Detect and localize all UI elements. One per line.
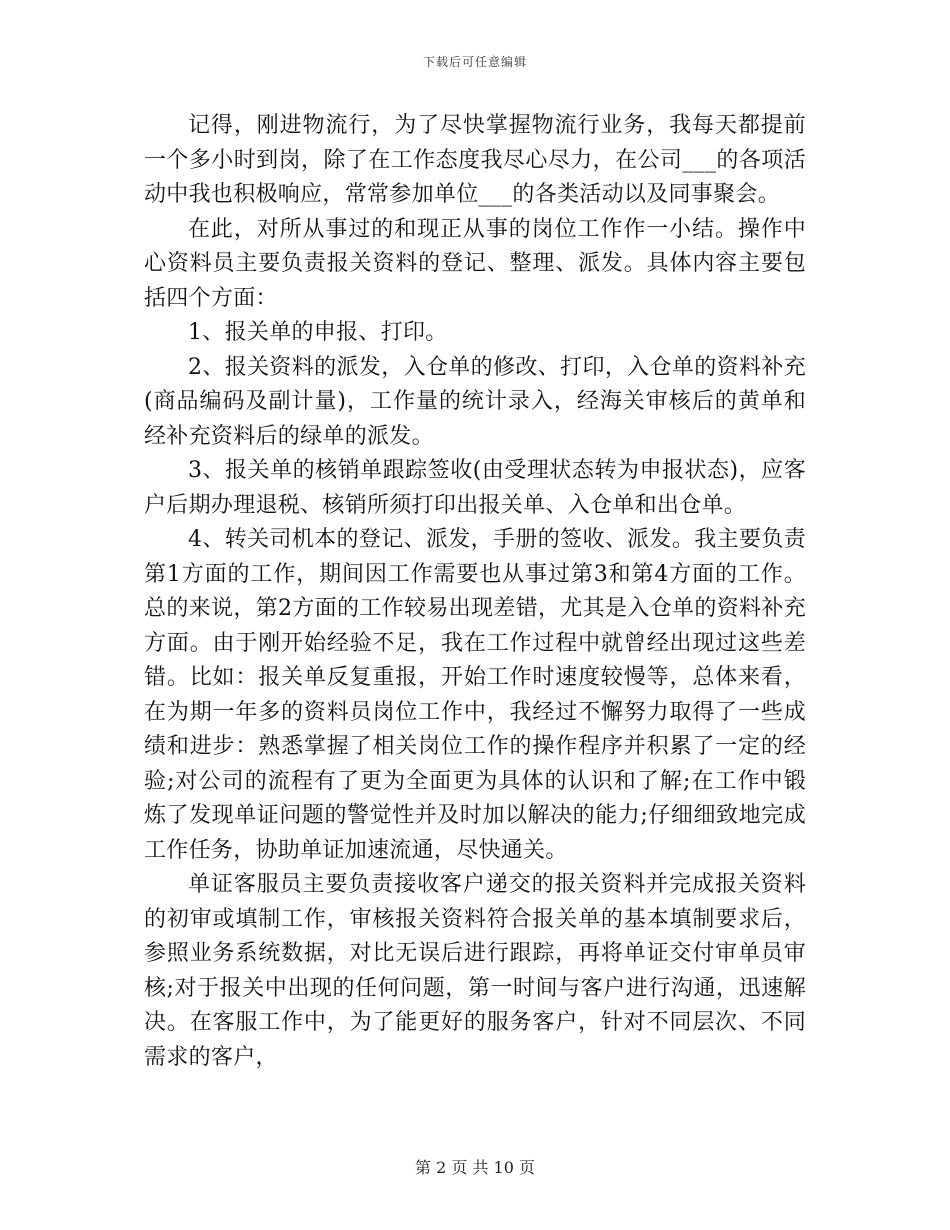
page-header-note: 下载后可任意编辑	[422, 55, 527, 69]
list-item: 1、报关单的申报、打印。	[188, 320, 448, 345]
document-body	[144, 109, 806, 1075]
paragraph: 记得，刚进物流行，为了尽快掌握物流行业务，我每天都提前一个多小时到岗，除了在工作态度我尽心尽力，在公司___的各项活动中我也积极响应，常常参加单位___的各类活动以及同事聚会。	[144, 113, 806, 207]
list-item: 3、报关单的核销单跟踪签收(由受理状态转为申报状态)，应客户后期办理退税、核销所须打印出报关单、入仓单和出仓单。	[144, 458, 806, 518]
paragraph: 在此，对所从事过的和现正从事的岗位工作作一小结。操作中心资料员主要负责报关资料的登记、整理、派发。具体内容主要包括四个方面：	[144, 216, 806, 311]
list-item: 2、报关资料的派发，入仓单的修改、打印，入仓单的资料补充(商品编码及副计量)，工作量的统计录入，经海关审核后的黄单和经补充资料后的绿单的派发。	[144, 354, 806, 449]
page-number: 第 2 页 共 10 页	[415, 1158, 535, 1177]
paragraph: 单证客服员主要负责接收客户递交的报关资料并完成报关资料的初审或填制工作，审核报关资料符合报关单的基本填制要求后，参照业务系统数据，对比无误后进行跟踪，再将单证交付审单员审核;对于报关中出现的任何问题，第一时间与客户进行沟通，迅速解决。在客服工作中，为了能更好的服务客户，针对不同层次、不同需求的客户，	[144, 872, 806, 1070]
list-item: 4、转关司机本的登记、派发，手册的签收、派发。我主要负责第1方面的工作，期间因工作需要也从事过第3和第4方面的工作。总的来说，第2方面的工作较易出现差错，尤其是入仓单的资料补充方面。由于刚开始经验不足，我在工作过程中就曾经出现过这些差错。比如：报关单反复重报，开始工作时速度较慢等，总体来看，在为期一年多的资料员岗位工作中，我经过不懈努力取得了一些成绩和进步：熟悉掌握了相关岗位工作的操作程序并积累了一定的经验;对公司的流程有了更为全面更为具体的认识和了解;在工作中锻炼了发现单证问题的警觉性并及时加以解决的能力;仔细细致地完成工作任务，协助单证加速流通，尽快通关。	[144, 527, 806, 863]
